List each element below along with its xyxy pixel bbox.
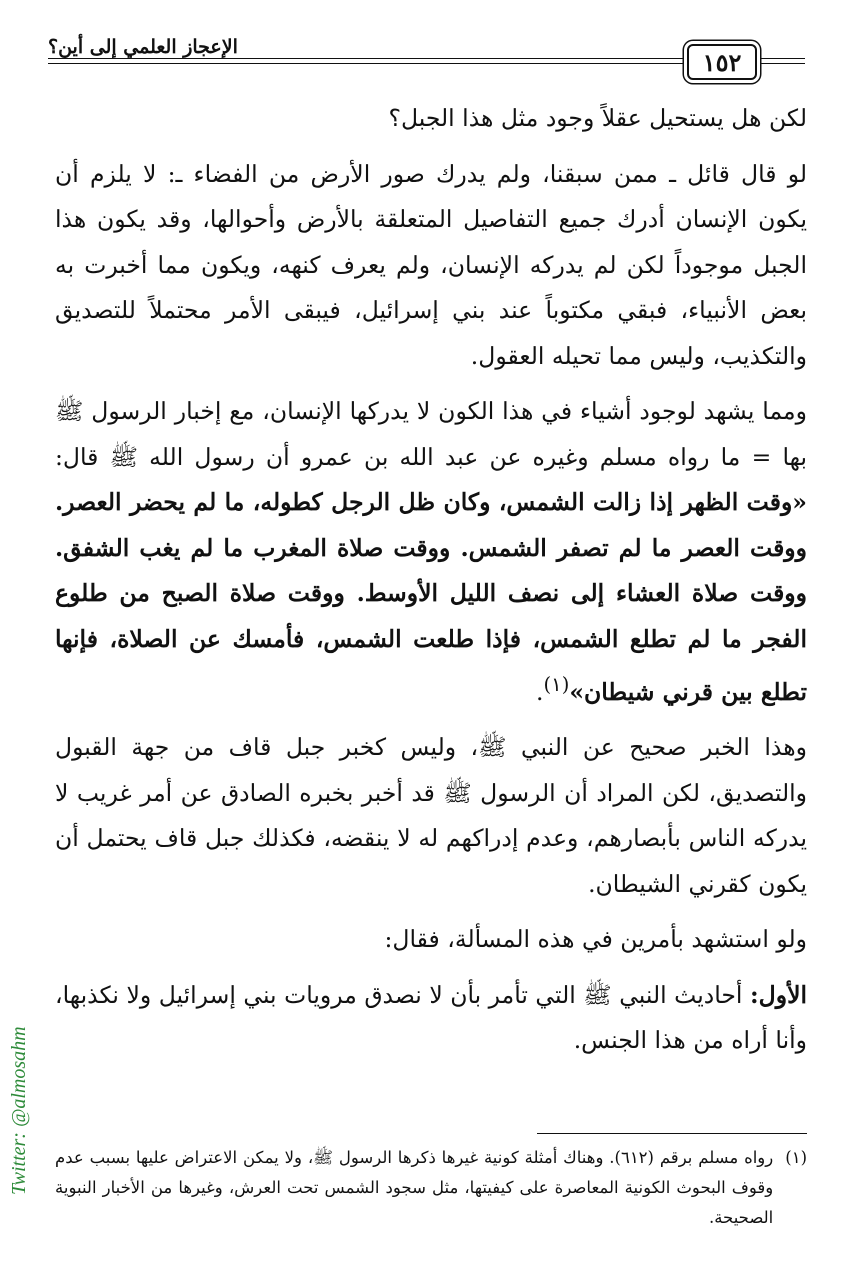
footnote-separator — [537, 1133, 807, 1134]
paragraph-hadith — [55, 389, 807, 715]
first-point-label: الأول: — [749, 980, 807, 1009]
paragraph-analysis: وهذا الخبر صحيح عن النبي ﷺ، وليس كخبر جبل قاف من جهة القبول والتصديق، لكن المراد أن الرسول ﷺ قد أخبر بخبره الصادق عن أمر غريب لا يدركه الناس بأبصارهم، وعدم إدراكهم له لا ينقضه، فكذلك جبل قاف يحتمل أن يكون كقرني الشيطان. — [55, 733, 807, 898]
footnote-mark: (١) — [785, 1148, 807, 1167]
footnote-reference[interactable]: (١) — [543, 673, 570, 696]
paragraph-objection: لو قال قائل ـ ممن سبقنا، ولم يدرك صور الأرض من الفضاء ـ: لا يلزم أن يكون الإنسان أدرك جميع التفاصيل المتعلقة بالأرض وأحوالها، وقد يكون هذا الجبل موجوداً لكن لم يدركه الإنسان، ولم يعرف كنهه، ويكون مما أخبرت به بعض الأنبياء، فبقي مكتوباً عند بني إسرائيل، فيبقى الأمر محتملاً للتصديق والتكذيب، وليس مما تحيله العقول. — [55, 159, 807, 370]
main-text — [55, 96, 807, 1074]
first-point-text: أحاديث النبي ﷺ التي تأمر بأن لا نصدق مرويات بني إسرائيل ولا نكذبها، وأنا أراه من هذا الجنس. — [55, 980, 807, 1055]
paragraph-transition: ولو استشهد بأمرين في هذه المسألة، فقال: — [384, 925, 807, 954]
running-title: الإعجاز العلمي إلى أين؟ — [48, 36, 252, 58]
hadith-quote: «وقت الظهر إذا زالت الشمس، وكان ظل الرجل كطوله، ما لم يحضر العصر. ووقت العصر ما لم تصفر الشمس. ووقت صلاة المغرب ما لم يغب الشفق. ووقت صلاة العشاء إلى نصف الليل الأوسط. ووقت صلاة الصبح من طلوع الفجر ما لم تطلع الشمس، فإذا طلعت الشمس، فأمسك عن الصلاة، فإنها تطلع بين قرني شيطان» — [55, 488, 807, 706]
page-number: ١٥٢ — [687, 44, 757, 80]
footnote — [55, 1143, 807, 1233]
hadith-intro: ومما يشهد لوجود أشياء في هذا الكون لا يدركها الإنسان، مع إخبار الرسول ﷺ بها = ما رواه مسلم وغيره عن عبد الله بن عمرو أن رسول الله ﷺ قال: — [55, 397, 807, 471]
paragraph-first-point — [55, 973, 807, 1064]
hadith-end: . — [536, 677, 544, 706]
paragraph-question: لكن هل يستحيل عقلاً وجود مثل هذا الجبل؟ — [388, 104, 807, 132]
twitter-watermark: Twitter: @almosahm — [8, 1026, 30, 1195]
page-header — [48, 36, 805, 77]
footnote-text: رواه مسلم برقم (٦١٢). وهناك أمثلة كونية غيرها ذكرها الرسول ﷺ، ولا يمكن الاعتراض عليها بسبب عدم وقوف البحوث الكونية المعاصرة على كيفيتها، مثل سجود الشمس تحت العرش، وغيرها من الأخبار النبوية الصحيحة. — [55, 1148, 774, 1227]
